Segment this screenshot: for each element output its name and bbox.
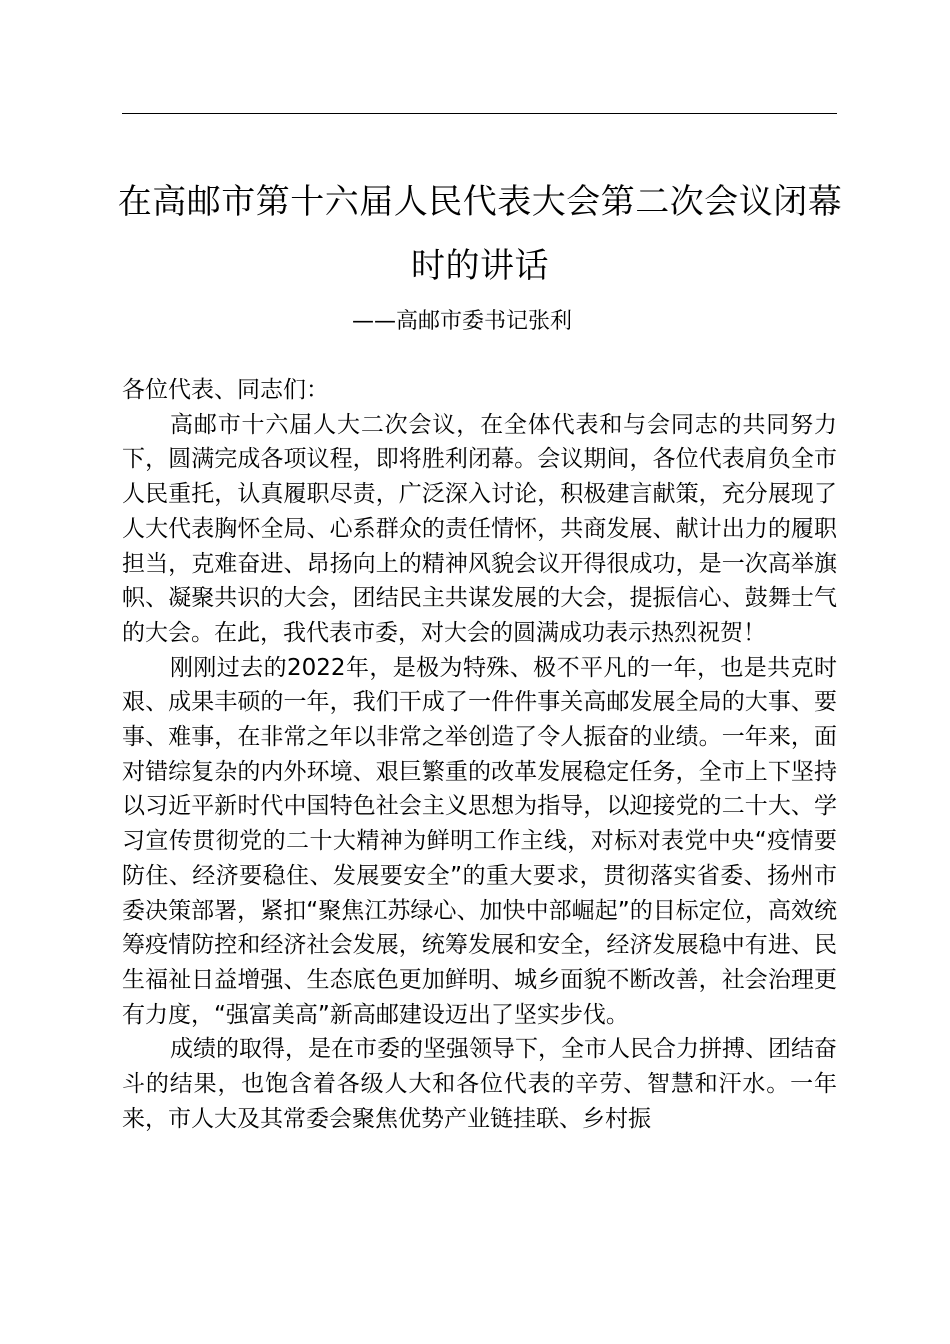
- document-title: 在高邮市第十六届人民代表大会第二次会议闭幕时的讲话: [117, 182, 843, 286]
- document-byline: ——高邮市委书记张利: [352, 309, 573, 334]
- body-paragraph: 成绩的取得，是在市委的坚强领导下，全市人民合力拼搏、团结奋斗的结果，也饱含着各级人大和各位代表的辛劳、智慧和汗水。一年来，市人大及其常委会聚焦优势产业链挂联、乡村振: [122, 1036, 837, 1132]
- header-rule: [122, 113, 837, 114]
- salutation: 各位代表、同志们：: [122, 377, 329, 403]
- body-paragraph: 高邮市十六届人大二次会议，在全体代表和与会同志的共同努力下，圆满完成各项议程，即将胜利闭幕。会议期间，各位代表肩负全市人民重托，认真履职尽责，广泛深入讨论，积极建言献策，充分展现了人大代表胸怀全局、心系群众的责任情怀，共商发展、献计出力的履职担当，克难奋进、昂扬向上的精神风貌会议开得很成功，是一次高举旗帜、凝聚共识的大会，团结民主共谋发展的大会，提振信心、鼓舞士气的大会。在此，我代表市委，对大会的圆满成功表示热烈祝贺！: [122, 411, 837, 646]
- document-body: [122, 373, 837, 1136]
- body-paragraph: 刚刚过去的2022年，是极为特殊、极不平凡的一年，也是共克时艰、成果丰硕的一年，我们干成了一件件事关高邮发展全局的大事、要事、难事，在非常之年以非常之举创造了令人振奋的业绩。一年来，面对错综复杂的内外环境、艰巨繁重的改革发展稳定任务，全市上下坚持以习近平新时代中国特色社会主义思想为指导，以迎接党的二十大、学习宣传贯彻党的二十大精神为鲜明工作主线，对标对表党中央“疫情要防住、经济要稳住、发展要安全”的重大要求，贯彻落实省委、扬州市委决策部署，紧扣“聚焦江苏绿心、加快中部崛起”的目标定位，高效统筹疫情防控和经济社会发展，统筹发展和安全，经济发展稳中有进、民生福祉日益增强、生态底色更加鲜明、城乡面貌不断改善，社会治理更有力度，“强富美高”新高邮建设迈出了坚实步伐。: [122, 654, 837, 1028]
